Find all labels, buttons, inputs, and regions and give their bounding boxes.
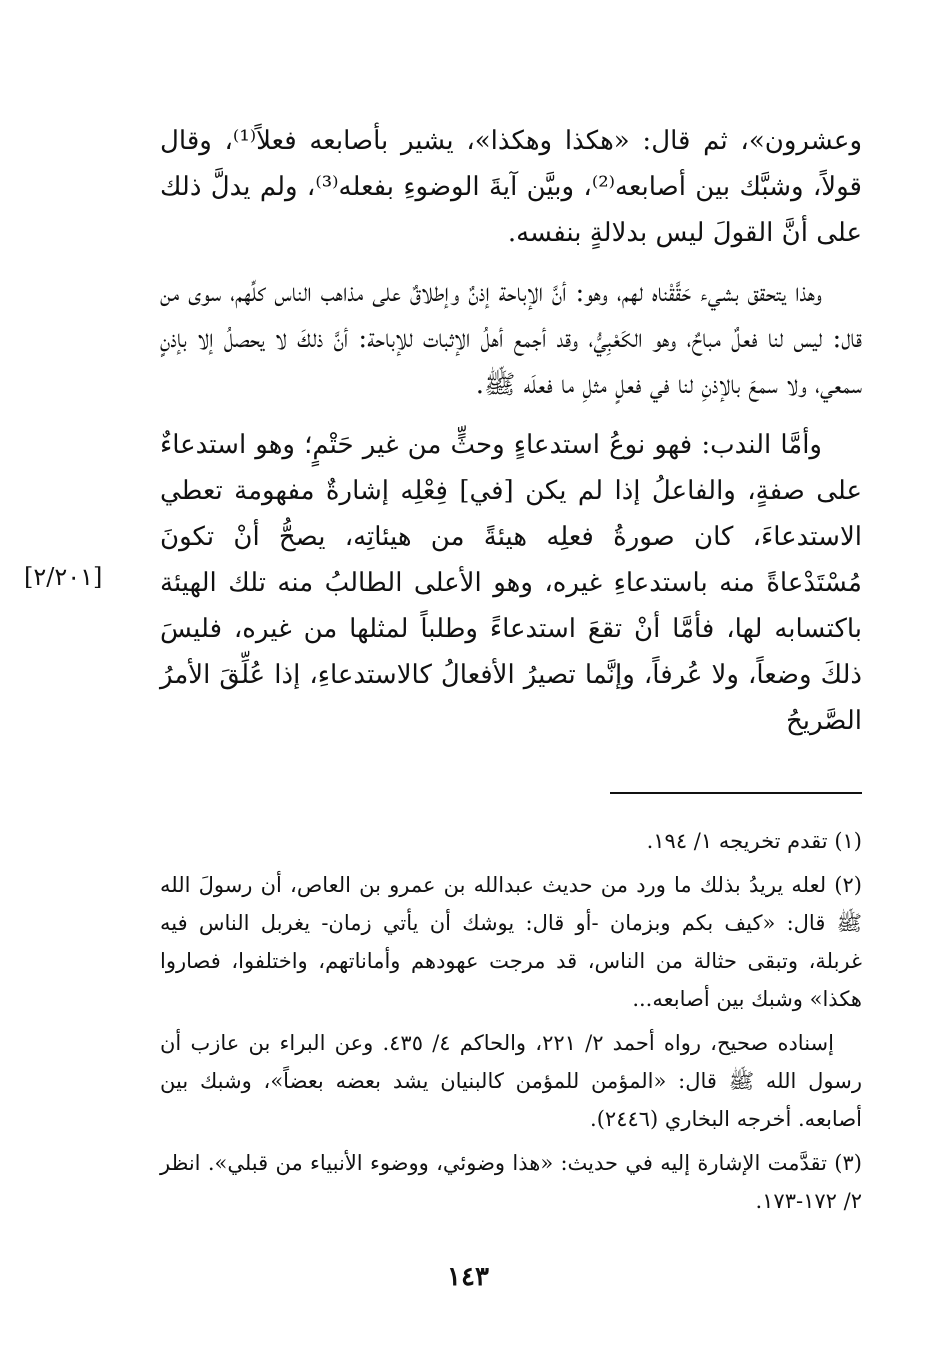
- footnote-3: [160, 1144, 862, 1220]
- paragraph-1-text: وعشرون»، ثم قال: «هكذا وهكذا»، يشير بأصابعه فعلاً⁽¹⁾، وقال قولاً، وشبَّك بين أصابعه⁽²⁾، وبيَّن آيةَ الوضوءِ بفعله⁽³⁾، ولم يدلَّ ذلك على أنَّ القولَ ليس بدلالةٍ بنفسه.: [160, 126, 862, 248]
- footnote-1-text: (١) تقدم تخريجه ١/ ١٩٤.: [646, 829, 862, 853]
- footnote-1: [160, 822, 862, 860]
- footnote-2-continued: [160, 1024, 862, 1138]
- footnote-2-text: (٢) لعله يريدُ بذلك ما ورد من حديث عبدالله بن عمرو بن العاص، أن رسولَ الله ﷺ قال: «كيف بكم وبزمان -أو قال: يوشك أن يأتي زمان- يغربل الناس فيه غربلة، وتبقى حثالة من الناس، قد مرجت عهودهم وأماناتهم، واختلفوا، فصاروا هكذا» وشبك بين أصابعه...: [160, 873, 862, 1011]
- footnote-2: [160, 866, 862, 1018]
- footnote-separator: [610, 792, 862, 794]
- margin-page-reference: [٢/٢٠١]: [24, 563, 103, 591]
- footnote-3-text: (٣) تقدَّمت الإشارة إليه في حديث: «هذا وضوئي، ووضوء الأنبياء من قبلي». انظر ٢/ ١٧٢-١٧٣.: [160, 1151, 862, 1213]
- paragraph-1: [160, 118, 862, 256]
- paragraph-2-text: وهذا يتحقق بشيء حَقَّقْناه لهم، وهو: أنَّ الإباحة إذنٌ وإطلاقٌ على مذاهب الناس كلِّهم، سوى من قال: ليس لنا فعلٌ مباحٌ، وهو الكَعْبِيُّ، وقد أجمع أهلُ الإثبات للإباحة: أنَّ ذلكَ لا يحصلُ إلا بإذنٍ سمعي، ولا سمعَ بالإذنِ لنا في فعلٍ مثلِ ما فعلَه ﷺ.: [160, 278, 862, 400]
- footnotes: [160, 822, 862, 1226]
- paragraph-3: [160, 422, 862, 744]
- footnote-2-continued-text: إسناده صحيح، رواه أحمد ٢/ ٢٢١، والحاكم ٤/ ٤٣٥. وعن البراء بن عازب أن رسول الله ﷺ قال: «المؤمن للمؤمن كالبنيان يشد بعضه بعضاً»، وشبك بين أصابعه. أخرجه البخاري (٢٤٤٦).: [160, 1031, 862, 1131]
- paragraph-3-text: وأمَّا الندب: فهو نوعُ استدعاءٍ وحثٍّ من غير حَتْمٍ؛ وهو استدعاءٌ على صفةٍ، والفاعلُ إذا لم يكن [في] فِعْلِه إشارةٌ مفهومة تعطي الاستدعاءَ، كان صورةُ فعلِه هيئةً من هيئاتِه، يصحُّ أنْ تكونَ مُسْتَدْعاةً منه باستدعاءِ غيره، وهو الأعلى الطالبُ منه تلك الهيئة باكتسابه لها، فأمَّا أنْ تقعَ استدعاءً وطلباً لمثلها من غيره، فليسَ ذلكَ وضعاً، ولا عُرفاً، وإنَّما تصيرُ الأفعالُ كالاستدعاءِ، إذا عُلِّقَ الأمرُ الصَّريحُ: [160, 430, 862, 736]
- page-number: ١٤٣: [447, 1262, 489, 1292]
- paragraph-2: [160, 270, 862, 408]
- main-text: [160, 118, 862, 758]
